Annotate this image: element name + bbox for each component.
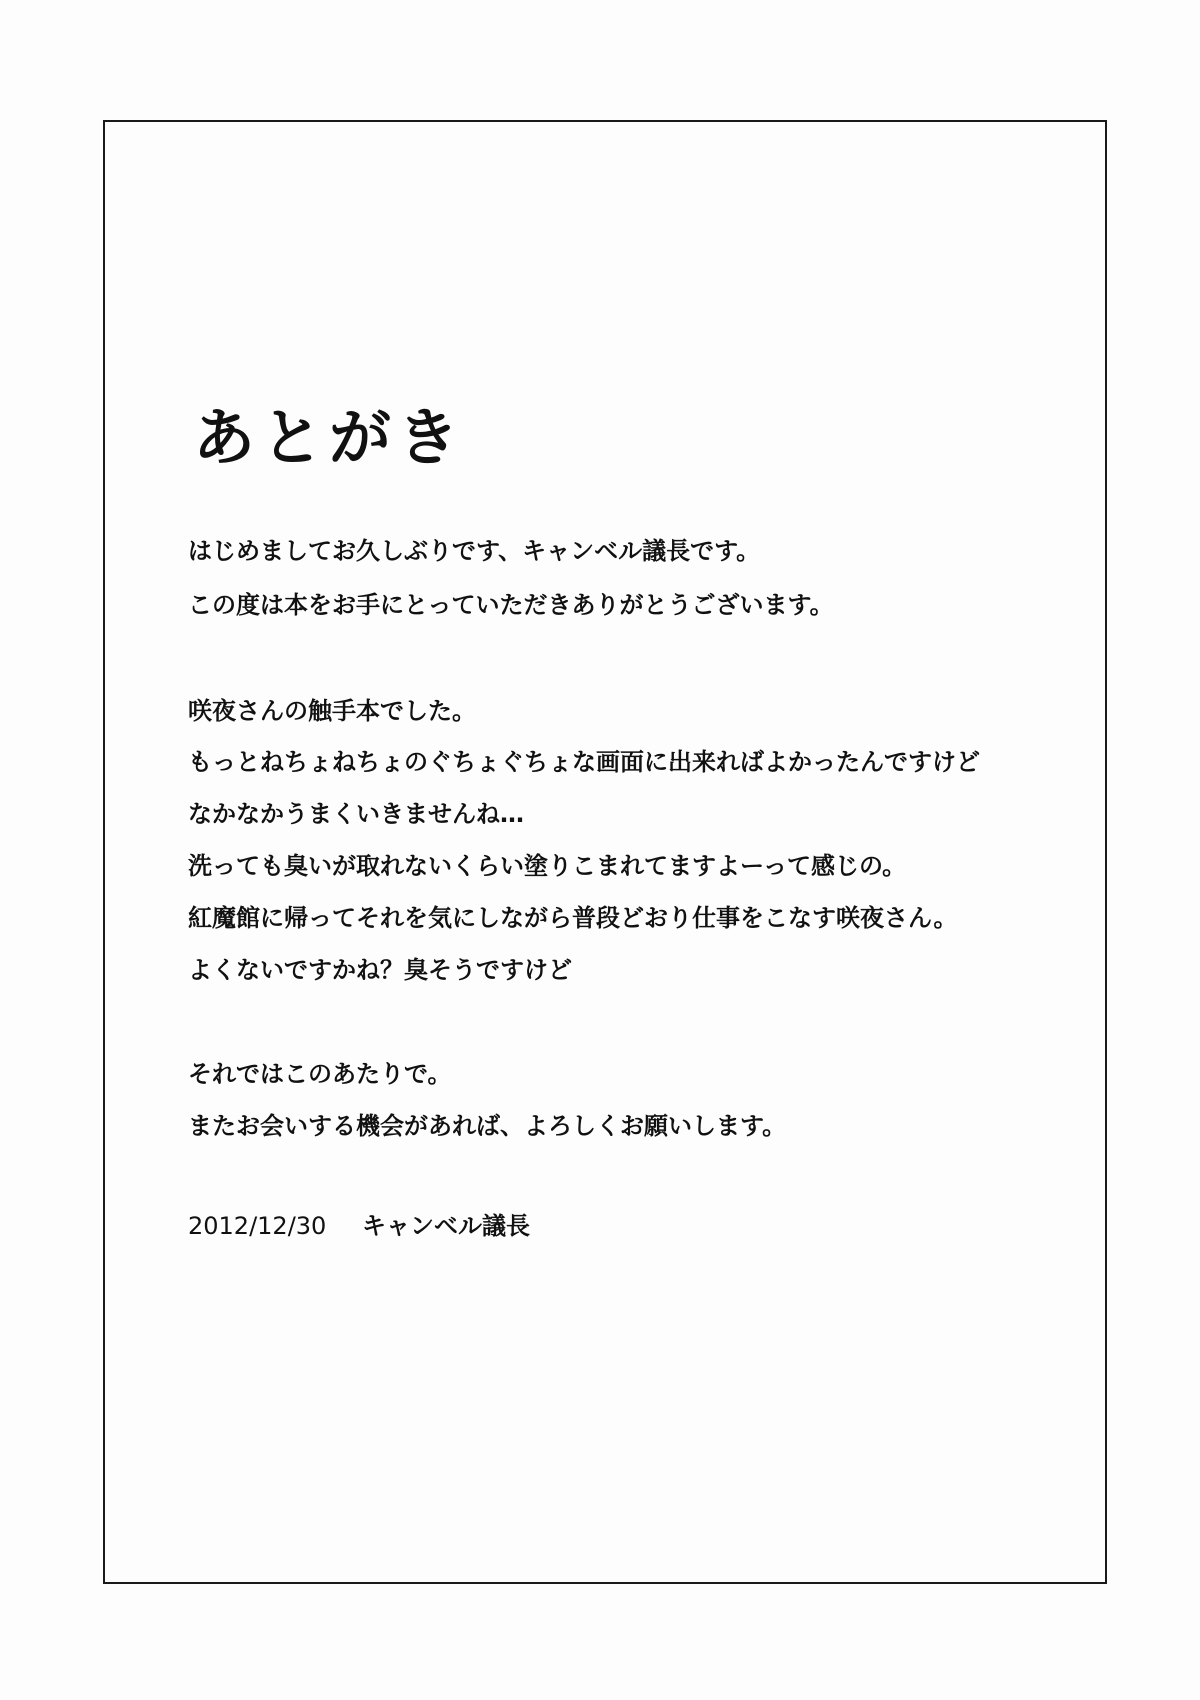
- signature-author: キャンベル議長: [361, 1212, 530, 1240]
- paragraph2-line2: もっとねちょねちょのぐちょぐちょな画面に出来ればよかったんですけど: [188, 748, 980, 776]
- paragraph3-line2: またお会いする機会があれば、よろしくお願いします。: [188, 1112, 787, 1140]
- paragraph2-line1: 咲夜さんの触手本でした。: [188, 697, 476, 725]
- paragraph2-line4: 洗っても臭いが取れないくらい塗りこまれてますよーって感じの。: [188, 852, 907, 880]
- paragraph1-line2: この度は本をお手にとっていただきありがとうございます。: [188, 591, 834, 619]
- signature: [188, 1206, 530, 1241]
- paragraph1-line1: はじめましてお久しぶりです、キャンベル議長です。: [188, 537, 761, 565]
- signature-date: 2012/12/30: [188, 1212, 327, 1240]
- paragraph2-line5: 紅魔館に帰ってそれを気にしながら普段どおり仕事をこなす咲夜さん。: [188, 904, 958, 932]
- paragraph2-line6: よくないですかね？臭そうですけど: [188, 956, 572, 984]
- paragraph3-line1: それではこのあたりで。: [188, 1060, 452, 1088]
- paragraph2-line3: なかなかうまくいきませんね…: [188, 800, 524, 828]
- afterword-title: あとがき: [193, 401, 466, 474]
